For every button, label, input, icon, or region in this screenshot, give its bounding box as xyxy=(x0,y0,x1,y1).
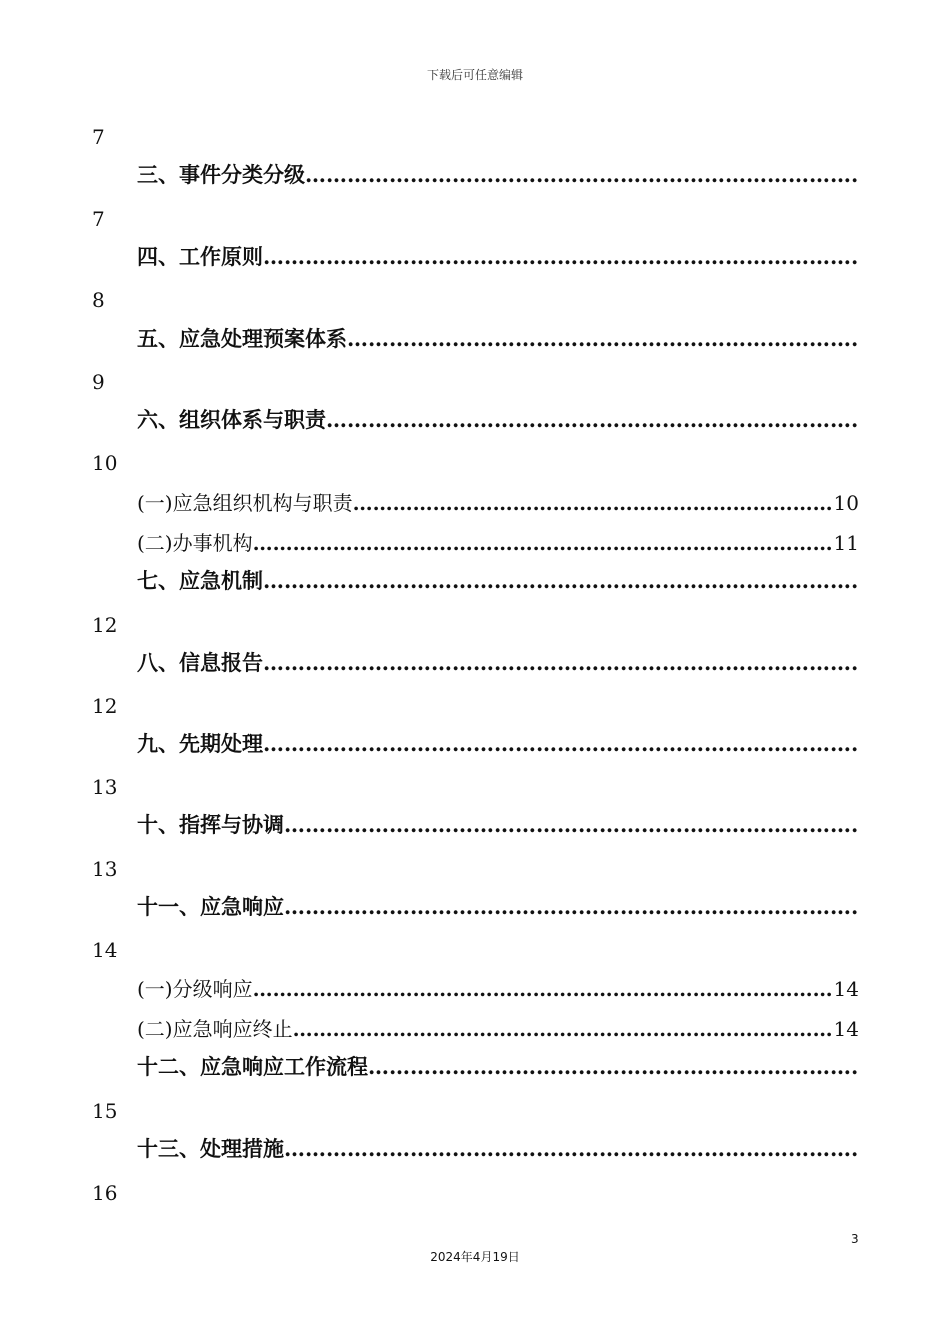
toc-page-number: 13 xyxy=(92,775,118,799)
toc-leader-dots xyxy=(305,156,859,194)
toc-entry xyxy=(0,484,950,522)
toc-page-number: 12 xyxy=(92,694,118,718)
toc-leader-dots xyxy=(263,562,859,600)
toc-entry-page: 10 xyxy=(833,491,859,515)
toc-entry-page: 11 xyxy=(833,531,859,555)
page-header: 下载后可任意编辑 xyxy=(426,68,523,82)
toc-leader-dots xyxy=(284,806,859,844)
toc-entry xyxy=(0,524,950,562)
toc-entry xyxy=(0,401,950,439)
toc-section-entry[interactable] xyxy=(137,970,859,1008)
toc-leader-dots xyxy=(284,888,859,926)
toc-entry-label: (二)应急响应终止 xyxy=(137,1017,293,1041)
toc-entry xyxy=(0,1048,950,1086)
toc-leader-dots xyxy=(326,401,859,439)
toc-page-number: 12 xyxy=(92,613,118,637)
toc-page-ref xyxy=(0,931,950,969)
toc-chapter-entry[interactable] xyxy=(137,1048,859,1086)
toc-entry xyxy=(0,156,950,194)
toc-chapter-entry[interactable] xyxy=(137,806,859,844)
toc-leader-dots xyxy=(284,1130,859,1168)
toc-entry-label: 五、应急处理预案体系 xyxy=(137,326,347,351)
toc-chapter-entry[interactable] xyxy=(137,562,859,600)
toc-page-ref xyxy=(0,118,950,156)
toc-entry-page: 14 xyxy=(833,977,859,1001)
toc-entry-label: 六、组织体系与职责 xyxy=(137,407,326,432)
toc-leader-dots xyxy=(263,644,859,682)
toc-entry xyxy=(0,970,950,1008)
toc-leader-dots xyxy=(253,970,834,1008)
toc-page-ref xyxy=(0,363,950,401)
toc-page-ref xyxy=(0,850,950,888)
toc-chapter-entry[interactable] xyxy=(137,156,859,194)
toc-page-number: 14 xyxy=(92,938,118,962)
toc-entry-label: 十三、处理措施 xyxy=(137,1136,284,1161)
toc-entry-label: 十二、应急响应工作流程 xyxy=(137,1054,368,1079)
toc-page-ref xyxy=(0,687,950,725)
toc-page-number: 13 xyxy=(92,857,118,881)
toc-entry-label: 十一、应急响应 xyxy=(137,894,284,919)
toc-page-number: 7 xyxy=(92,207,105,231)
toc-entry xyxy=(0,644,950,682)
toc-entry xyxy=(0,888,950,926)
toc-chapter-entry[interactable] xyxy=(137,401,859,439)
toc-entry-label: (二)办事机构 xyxy=(137,531,253,555)
toc-section-entry[interactable] xyxy=(137,1010,859,1048)
toc-page-ref xyxy=(0,200,950,238)
toc-entry-label: 三、事件分类分级 xyxy=(137,162,305,187)
toc-entry-label: 四、工作原则 xyxy=(137,244,263,269)
toc-entry xyxy=(0,238,950,276)
toc-leader-dots xyxy=(253,524,834,562)
page-number: 3 xyxy=(851,1232,859,1246)
toc-leader-dots xyxy=(263,238,859,276)
toc-page-number: 16 xyxy=(92,1181,118,1205)
toc-chapter-entry[interactable] xyxy=(137,725,859,763)
toc-page-number: 9 xyxy=(92,370,105,394)
toc-chapter-entry[interactable] xyxy=(137,888,859,926)
toc-entry-label: 八、信息报告 xyxy=(137,650,263,675)
toc-entry xyxy=(0,806,950,844)
toc-leader-dots xyxy=(293,1010,834,1048)
toc-entry-label: (一)应急组织机构与职责 xyxy=(137,491,353,515)
toc-chapter-entry[interactable] xyxy=(137,238,859,276)
toc-entry-label: 十、指挥与协调 xyxy=(137,812,284,837)
toc-page-ref xyxy=(0,444,950,482)
toc-page-number: 10 xyxy=(92,451,118,475)
toc-section-entry[interactable] xyxy=(137,484,859,522)
footer-date: 2024年4月19日 xyxy=(430,1250,520,1264)
toc-page-ref xyxy=(0,281,950,319)
toc-entry xyxy=(0,1130,950,1168)
toc-page-ref xyxy=(0,1092,950,1130)
toc-entry xyxy=(0,1010,950,1048)
toc-leader-dots xyxy=(263,725,859,763)
toc-entry xyxy=(0,725,950,763)
toc-page-number: 8 xyxy=(92,288,105,312)
toc-entry xyxy=(0,562,950,600)
toc-page-ref xyxy=(0,606,950,644)
toc-entry-label: (一)分级响应 xyxy=(137,977,253,1001)
toc-chapter-entry[interactable] xyxy=(137,1130,859,1168)
toc-page-ref xyxy=(0,1174,950,1212)
toc-leader-dots xyxy=(347,320,859,358)
toc-page-number: 15 xyxy=(92,1099,118,1123)
toc-entry-page: 14 xyxy=(833,1017,859,1041)
toc-entry xyxy=(0,320,950,358)
toc-page-ref xyxy=(0,768,950,806)
toc-entry-label: 七、应急机制 xyxy=(137,568,263,593)
toc-leader-dots xyxy=(353,484,834,522)
toc-chapter-entry[interactable] xyxy=(137,320,859,358)
toc-entry-label: 九、先期处理 xyxy=(137,731,263,756)
toc-leader-dots xyxy=(368,1048,859,1086)
toc-chapter-entry[interactable] xyxy=(137,644,859,682)
toc-section-entry[interactable] xyxy=(137,524,859,562)
toc-page-number: 7 xyxy=(92,125,105,149)
